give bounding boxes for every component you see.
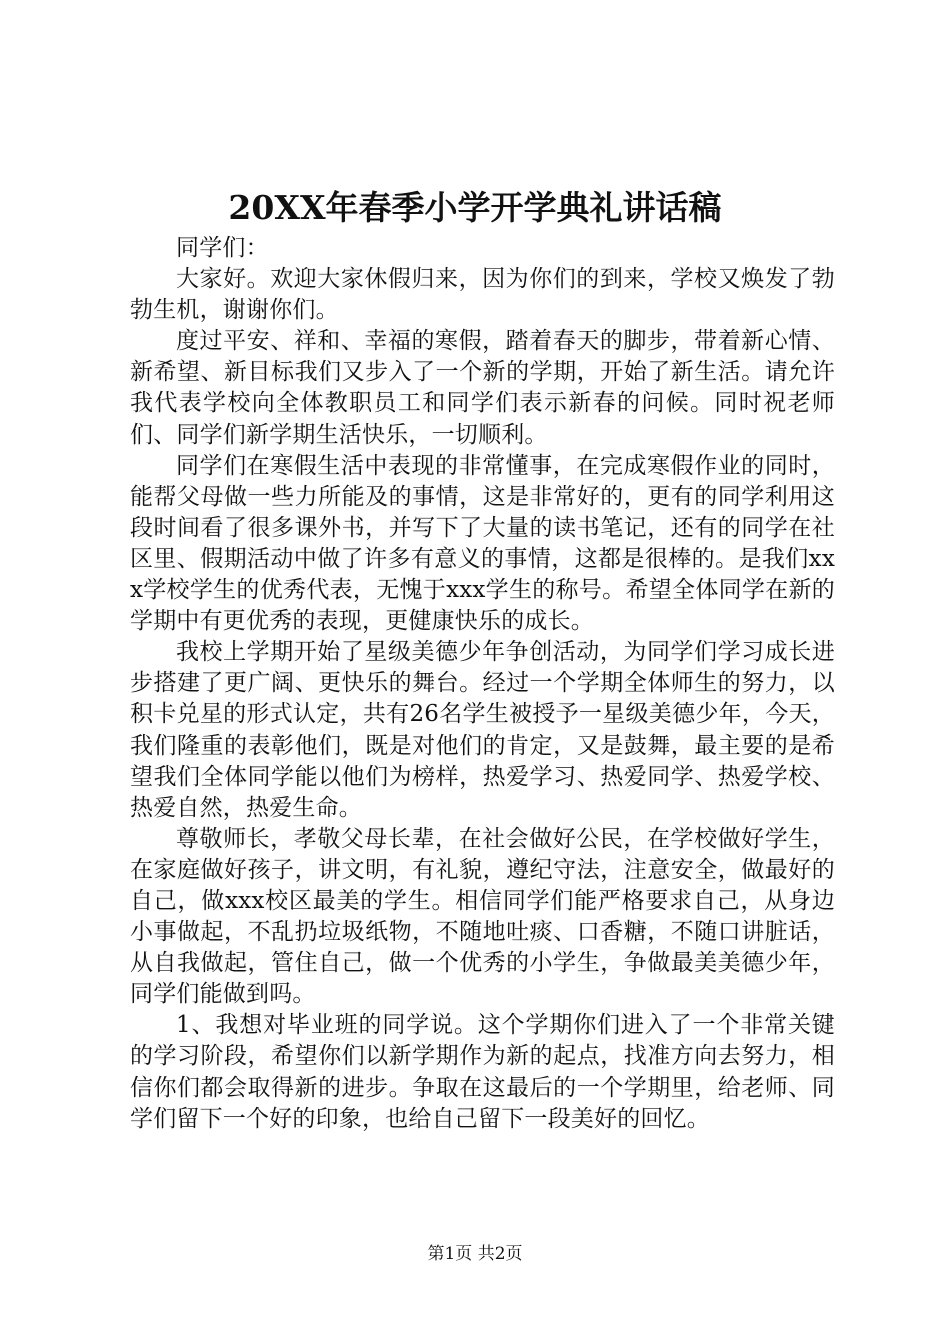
paragraph-conduct: 尊敬师长，孝敬父母长辈，在社会做好公民，在学校做好学生，在家庭做好孩子，讲文明，有礼貌，遵纪守法，注意安全，做最好的自己，做xxx校区最美的学生。相信同学们能严格要求自己，从身边小事做起，不乱扔垃圾纸物，不随地吐痰、口香糖，不随口讲脏话，从自我做起，管住自己，做一个优秀的小学生，争做最美美德少年，同学们能做到吗。 bbox=[130, 825, 835, 1008]
paragraph-winter-break: 同学们在寒假生活中表现的非常懂事，在完成寒假作业的同时，能帮父母做一些力所能及的事情，这是非常好的，更有的同学利用这段时间看了很多课外书，并写下了大量的读书笔记，还有的同学在社区里、假期活动中做了许多有意义的事情，这都是很棒的。是我们xxx学校学生的优秀代表，无愧于xxx学生的称号。希望全体同学在新的学期中有更优秀的表现，更健康快乐的成长。 bbox=[130, 452, 835, 635]
document-body bbox=[130, 233, 835, 1135]
paragraph-new-semester: 度过平安、祥和、幸福的寒假，踏着春天的脚步，带着新心情、新希望、新目标我们又步入了一个新的学期，开始了新生活。请允许我代表学校向全体教职员工和同学们表示新春的问候。同时祝老师们、同学们新学期生活快乐，一切顺利。 bbox=[130, 328, 835, 448]
paragraph-welcome: 大家好。欢迎大家休假归来，因为你们的到来，学校又焕发了勃勃生机，谢谢你们。 bbox=[130, 266, 835, 324]
document-title: 20XX年春季小学开学典礼讲话稿 bbox=[228, 188, 722, 227]
page-indicator: 第1页 共2页 bbox=[427, 1244, 523, 1264]
paragraph-greeting: 同学们： bbox=[176, 235, 269, 261]
paragraph-star-award: 我校上学期开始了星级美德少年争创活动，为同学们学习成长进步搭建了更广阔、更快乐的舞台。经过一个学期全体师生的努力，以积卡兑星的形式认定，共有26名学生被授予一星级美德少年，今天，我们隆重的表彰他们，既是对他们的肯定，又是鼓舞，最主要的是希望我们全体同学能以他们为榜样，热爱学习、热爱同学、热爱学校、热爱自然，热爱生命。 bbox=[130, 639, 835, 821]
paragraph-graduating-class: 1、我想对毕业班的同学说。这个学期你们进入了一个非常关键的学习阶段，希望你们以新学期作为新的起点，找准方向去努力，相信你们都会取得新的进步。争取在这最后的一个学期里，给老师、同学们留下一个好的印象，也给自己留下一段美好的回忆。 bbox=[130, 1012, 835, 1132]
